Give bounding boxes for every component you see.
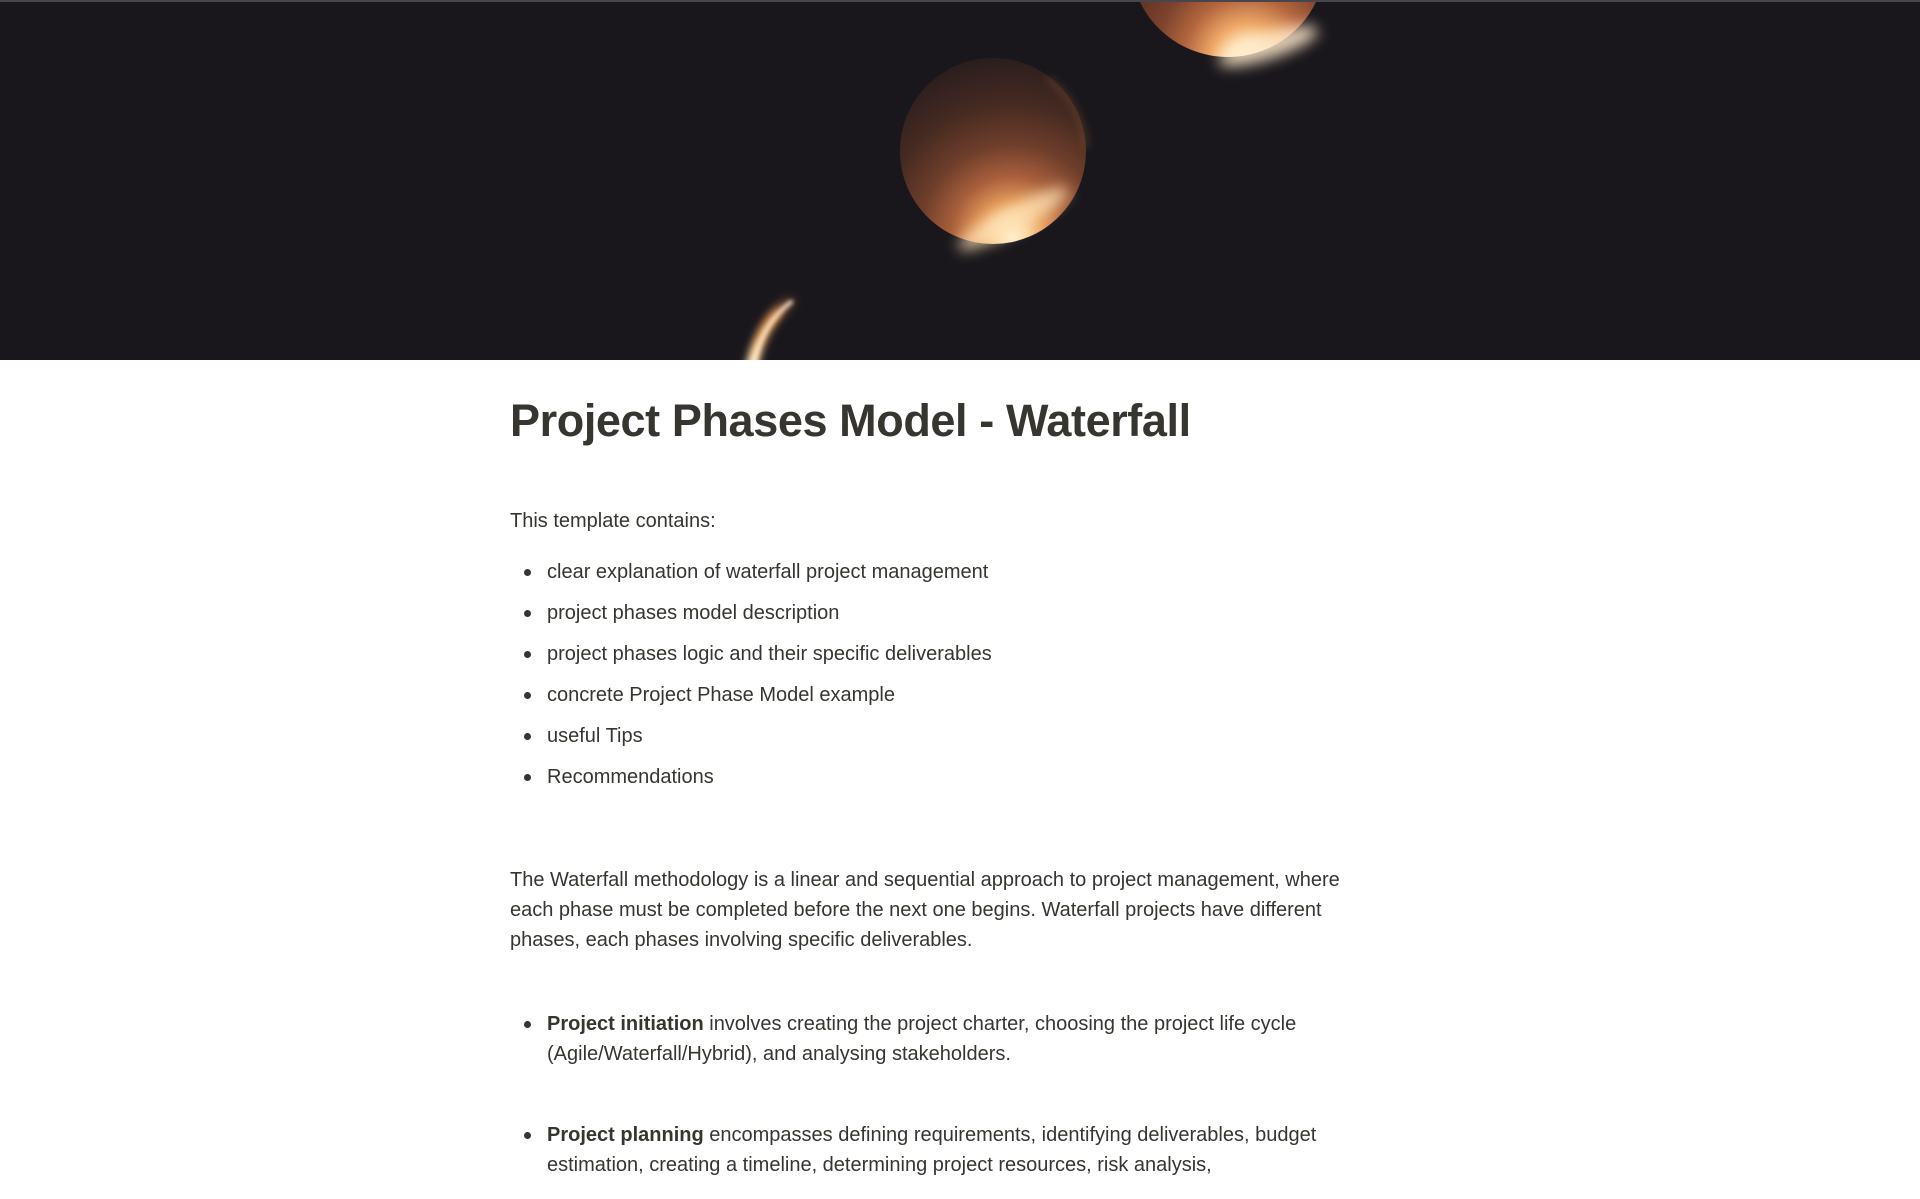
page-cover[interactable] [0, 0, 1920, 360]
list-item-text: concrete Project Phase Model example [547, 684, 895, 706]
bullet-icon [524, 774, 531, 781]
list-item-text: clear explanation of waterfall project management [547, 561, 989, 583]
page-content [510, 394, 1410, 1180]
list-item-text: useful Tips [547, 725, 643, 747]
phase-item-text: encompasses defining requirements, identifying deliverables, budget estimation, creating a timeline, determining project resources, risk analysis, [547, 1124, 1317, 1176]
bullet-icon [524, 1132, 531, 1139]
list-item[interactable] [510, 762, 1380, 792]
list-item-text: Recommendations [547, 766, 714, 788]
intro-text[interactable]: This template contains: [510, 510, 716, 532]
toc-list [510, 557, 1380, 792]
lunar-eclipse-cover-photo [0, 0, 1920, 360]
bullet-icon [524, 733, 531, 740]
body-paragraph[interactable]: The Waterfall methodology is a linear and sequential approach to project management, where each phase must be completed before the next one begins. Waterfall projects have different phases, each phases involving specific deliverables. [510, 869, 1340, 951]
bullet-icon [524, 569, 531, 576]
list-item[interactable] [510, 598, 1380, 628]
bullet-icon [524, 692, 531, 699]
list-item[interactable] [510, 557, 1380, 587]
phase-item[interactable] [510, 1120, 1380, 1180]
bullet-icon [524, 610, 531, 617]
phase-item-text: involves creating the project charter, choosing the project life cycle (Agile/Waterfall/Hybrid), and analysing stakeholders. [547, 1013, 1297, 1065]
cover-top-edge [0, 0, 1920, 2]
page-title[interactable]: Project Phases Model - Waterfall [510, 395, 1191, 446]
list-item[interactable] [510, 639, 1380, 669]
list-item-text: project phases model description [547, 602, 840, 624]
bullet-icon [524, 1021, 531, 1028]
phase-list [510, 1009, 1380, 1180]
phase-item-bold: Project planning [547, 1124, 704, 1146]
phase-item-bold: Project initiation [547, 1013, 704, 1035]
list-item-text: project phases logic and their specific deliverables [547, 643, 992, 665]
list-item[interactable] [510, 680, 1380, 710]
bullet-icon [524, 651, 531, 658]
phase-item[interactable] [510, 1009, 1380, 1069]
list-item[interactable] [510, 721, 1380, 751]
